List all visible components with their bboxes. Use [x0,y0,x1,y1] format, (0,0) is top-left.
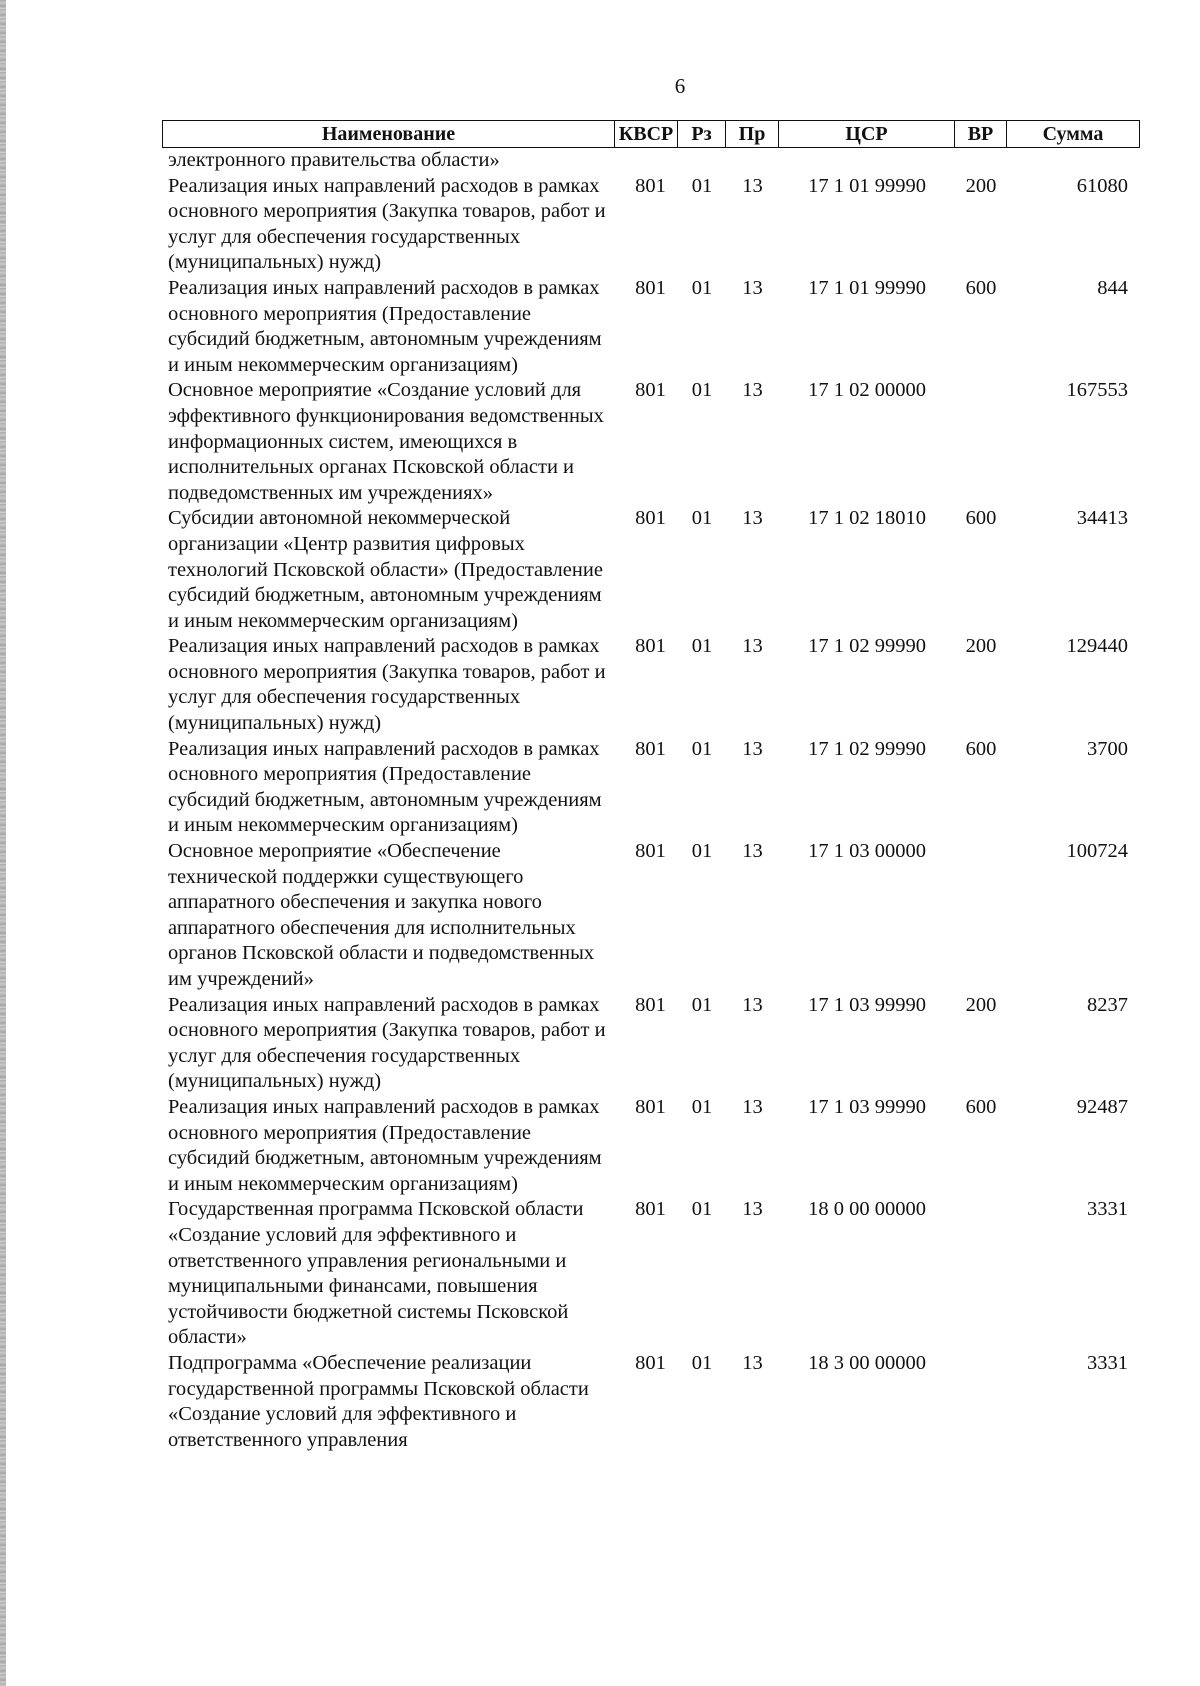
row-name: Основное мероприятие «Обеспечение технической поддержки существующего аппаратного обеспечения и закупка нового аппаратного обеспечения для исполнительных органов Псковской области и подведомственных им учреждений» [168,840,595,990]
row-sum: 8237 [1087,993,1128,1016]
table-body [162,174,1140,1454]
row-kvsr: 801 [635,507,666,530]
row-pr: 13 [742,1198,763,1221]
row-csr: 17 1 03 99990 [808,1095,926,1118]
row-csr: 17 1 02 99990 [808,635,926,658]
table-row [162,737,1140,839]
row-sum: 3331 [1087,1198,1128,1221]
row-kvsr: 801 [635,379,666,402]
row-name: Реализация иных направлений расходов в рамках основного мероприятия (Закупка товаров, работ и услуг для обеспечения государственных (муниципальных) нужд) [168,993,606,1093]
row-rz: 01 [691,276,713,299]
row-vr: 200 [965,174,997,197]
table-row [162,378,1140,506]
row-csr: 18 3 00 00000 [808,1351,926,1374]
row-csr: 17 1 03 99990 [808,993,926,1016]
table-row [162,1095,1140,1197]
budget-table [162,120,1140,1453]
row-kvsr: 801 [635,1198,666,1221]
row-csr: 17 1 01 99990 [808,174,926,197]
header-rz: Рз [678,120,726,148]
row-rz: 01 [691,635,713,658]
row-rz: 01 [691,507,713,530]
table-row [162,506,1140,634]
row-rz: 01 [691,737,713,760]
row-kvsr: 801 [635,635,666,658]
row-vr: 600 [965,507,997,530]
row-vr: 600 [965,276,997,299]
continued-name-line: электронного правительства области» [168,149,500,171]
row-csr: 17 1 02 18010 [808,507,926,530]
header-kvsr: КВСР [615,120,678,148]
row-pr: 13 [742,174,763,197]
header-name: Наименование [162,120,615,148]
row-kvsr: 801 [635,1095,666,1118]
row-kvsr: 801 [635,174,666,197]
row-sum: 34413 [1076,507,1128,530]
row-pr: 13 [742,379,763,402]
table-row [162,634,1140,736]
row-rz: 01 [691,1095,713,1118]
row-pr: 13 [742,737,763,760]
table-row [162,1197,1140,1351]
row-vr: 600 [965,1095,997,1118]
row-csr: 17 1 02 00000 [808,379,926,402]
row-name: Реализация иных направлений расходов в рамках основного мероприятия (Предоставление субсидий бюджетным, автономным учреждениям и иным некоммерческим организациям) [168,737,602,837]
row-vr: 600 [965,737,997,760]
row-name: Реализация иных направлений расходов в рамках основного мероприятия (Предоставление субсидий бюджетным, автономным учреждениям и иным некоммерческим организациям) [168,1095,602,1195]
row-sum: 167553 [1066,379,1128,402]
row-pr: 13 [742,635,763,658]
row-kvsr: 801 [635,840,666,863]
row-name: Реализация иных направлений расходов в рамках основного мероприятия (Закупка товаров, работ и услуг для обеспечения государственных (муниципальных) нужд) [168,174,606,274]
row-rz: 01 [691,993,713,1016]
row-sum: 61080 [1076,174,1128,197]
row-csr: 17 1 03 00000 [808,840,926,863]
row-rz: 01 [691,1351,713,1374]
table-header [162,120,1140,148]
row-pr: 13 [742,840,763,863]
row-kvsr: 801 [635,276,666,299]
row-rz: 01 [691,379,713,402]
row-csr: 17 1 01 99990 [808,276,926,299]
row-pr: 13 [742,1095,763,1118]
row-name: Реализация иных направлений расходов в рамках основного мероприятия (Закупка товаров, работ и услуг для обеспечения государственных (муниципальных) нужд) [168,635,606,735]
table-row [162,1351,1140,1453]
header-sum: Сумма [1007,120,1140,148]
row-name: Государственная программа Псковской области «Создание условий для эффективного и ответственного управления региональными и муниципальными финансами, повышения устойчивости бюджетной системы Псковской области» [168,1198,584,1349]
row-sum: 129440 [1066,635,1128,658]
row-name: Субсидии автономной некоммерческой организации «Центр развития цифровых технологий Псковской области» (Предоставление субсидий бюджетным, автономным учреждениям и иным некоммерческим организациям) [168,507,603,632]
row-sum: 3331 [1087,1351,1128,1374]
row-sum: 3700 [1087,737,1128,760]
row-pr: 13 [742,276,763,299]
row-sum: 92487 [1076,1095,1128,1118]
row-vr: 200 [965,635,997,658]
header-pr: Пр [726,120,779,148]
row-kvsr: 801 [635,1351,666,1374]
row-name: Основное мероприятие «Создание условий для эффективного функционирования ведомственных информационных систем, имеющихся в исполнительных органах Псковской области и подведомственных им учреждениях» [168,379,604,504]
scan-edge [0,0,6,1686]
page-number: 6 [674,74,686,98]
header-csr: ЦСР [779,120,955,148]
row-kvsr: 801 [635,737,666,760]
row-csr: 17 1 02 99990 [808,737,926,760]
row-sum: 844 [1097,276,1128,299]
row-rz: 01 [691,174,713,197]
row-rz: 01 [691,840,713,863]
table-row [162,839,1140,993]
row-pr: 13 [742,993,763,1016]
row-pr: 13 [742,507,763,530]
row-name: Подпрограмма «Обеспечение реализации государственной программы Псковской области «Создание условий для эффективного и ответственного управления [168,1351,589,1451]
row-csr: 18 0 00 00000 [808,1198,926,1221]
table-row [162,993,1140,1095]
table-row [162,276,1140,378]
row-vr: 200 [965,993,997,1016]
header-vr: ВР [955,120,1007,148]
row-sum: 100724 [1066,840,1128,863]
table-row [162,174,1140,276]
row-kvsr: 801 [635,993,666,1016]
row-pr: 13 [742,1351,763,1374]
row-name: Реализация иных направлений расходов в рамках основного мероприятия (Предоставление субсидий бюджетным, автономным учреждениям и иным некоммерческим организациям) [168,276,602,376]
row-rz: 01 [691,1198,713,1221]
